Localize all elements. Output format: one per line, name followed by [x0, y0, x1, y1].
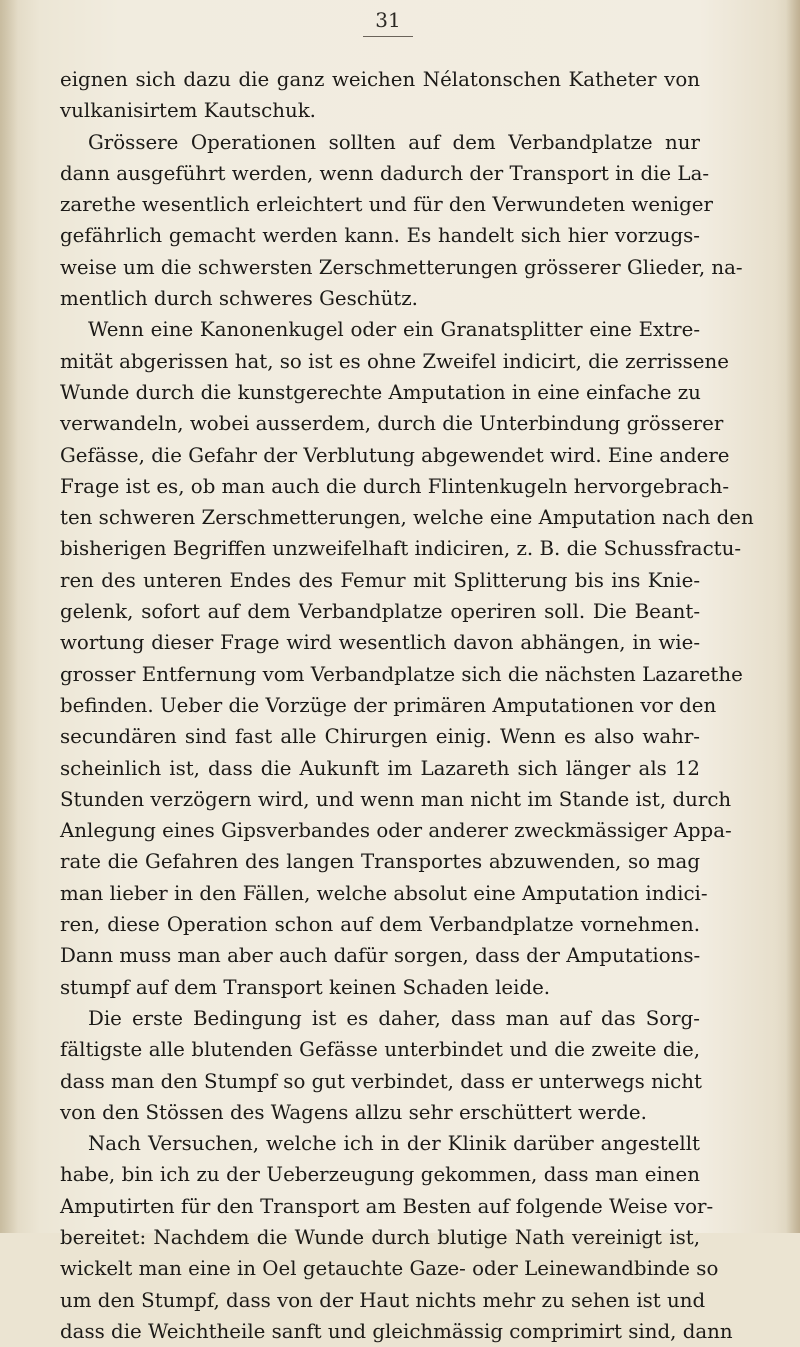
text-line: grosser Entfernung vom Verbandplatze sich die nächsten Lazarethe [60, 662, 743, 686]
text-line: mität abgerissen hat, so ist es ohne Zweifel indicirt, die zerrissene [60, 349, 729, 373]
text-line: Wunde durch die kunstgerechte Amputation in eine einfache zu [60, 380, 701, 404]
text-line: stumpf auf dem Transport keinen Schaden leide. [60, 975, 551, 999]
text-line: befinden. Ueber die Vorzüge der primären Amputationen vor den [60, 693, 717, 717]
text-line: Stunden verzögern wird, und wenn man nicht im Stande ist, durch [60, 787, 732, 811]
text-line: Nach Versuchen, welche ich in der Klinik darüber angestellt [88, 1132, 700, 1156]
page-number-underline [363, 36, 413, 37]
text-line: dass man den Stumpf so gut verbindet, dass er unterwegs nicht [60, 1069, 702, 1093]
text-line: mentlich durch schweres Geschütz. [60, 287, 418, 311]
text-line: vulkanisirtem Kautschuk. [60, 99, 316, 123]
text-line: Gefässe, die Gefahr der Verblutung abgewendet wird. Eine andere [60, 443, 730, 467]
text-line: weise um die schwersten Zerschmetterungen grösserer Glieder, na- [60, 255, 743, 279]
text-line: wortung dieser Frage wird wesentlich davon abhängen, in wie- [60, 631, 700, 655]
text-line: verwandeln, wobei ausserdem, durch die Unterbindung grösserer [60, 412, 724, 436]
text-line: eignen sich dazu die ganz weichen Nélatonschen Katheter von [60, 68, 700, 91]
text-line: secundären sind fast alle Chirurgen einig. Wenn es also wahr- [60, 725, 700, 749]
text-line: Grössere Operationen sollten auf dem Verbandplatze nur [88, 130, 700, 154]
text-line: bisherigen Begriffen unzweifelhaft indiciren, z. B. die Schussfractu- [60, 537, 742, 561]
text-line: dass die Weichtheile sanft und gleichmässig comprimirt sind, dann [60, 1319, 733, 1343]
text-line: bereitet: Nachdem die Wunde durch blutige Nath vereinigt ist, [60, 1225, 700, 1249]
text-line: rate die Gefahren des langen Transportes abzuwenden, so mag [60, 850, 700, 874]
text-line: Anlegung eines Gipsverbandes oder anderer zweckmässiger Appa- [60, 819, 732, 843]
text-line: man lieber in den Fällen, welche absolut eine Amputation indici- [60, 881, 708, 905]
text-line: von den Stössen des Wagens allzu sehr erschüttert werde. [60, 1100, 647, 1124]
text-line: ren des unteren Endes des Femur mit Splitterung bis ins Knie- [60, 568, 700, 592]
text-line: scheinlich ist, dass die Aukunft im Lazareth sich länger als 12 [60, 756, 700, 780]
text-line: ten schweren Zerschmetterungen, welche eine Amputation nach den [60, 506, 754, 530]
text-line: habe, bin ich zu der Ueberzeugung gekommen, dass man einen [60, 1163, 700, 1187]
text-line: Frage ist es, ob man auch die durch Flintenkugeln hervorgebrach- [60, 474, 729, 498]
text-line: dann ausgeführt werden, wenn dadurch der Transport in die La- [60, 161, 710, 185]
text-line: Wenn eine Kanonenkugel oder ein Granatsplitter eine Extre- [88, 318, 700, 342]
text-line: fältigste alle blutenden Gefässe unterbindet und die zweite die, [60, 1038, 700, 1062]
text-line: wickelt man eine in Oel getauchte Gaze- oder Leinewandbinde so [60, 1257, 719, 1281]
text-line: gefährlich gemacht werden kann. Es handelt sich hier vorzugs- [60, 224, 700, 248]
text-line: Dann muss man aber auch dafür sorgen, dass der Amputations- [60, 944, 701, 968]
text-line: Amputirten für den Transport am Besten auf folgende Weise vor- [60, 1194, 714, 1218]
text-line: zarethe wesentlich erleichtert und für den Verwundeten weniger [60, 193, 713, 217]
text-line: Die erste Bedingung ist es daher, dass man auf das Sorg- [88, 1006, 700, 1030]
page-shadow-right [786, 0, 800, 1233]
page-number: 31 [375, 8, 401, 32]
text-line: um den Stumpf, dass von der Haut nichts mehr zu sehen ist und [60, 1288, 706, 1312]
text-line: ren, diese Operation schon auf dem Verbandplatze vornehmen. [60, 913, 700, 937]
page-shadow-left [0, 0, 18, 1233]
text-line: gelenk, sofort auf dem Verbandplatze operiren soll. Die Beant- [60, 600, 700, 624]
body-text [60, 64, 754, 1347]
